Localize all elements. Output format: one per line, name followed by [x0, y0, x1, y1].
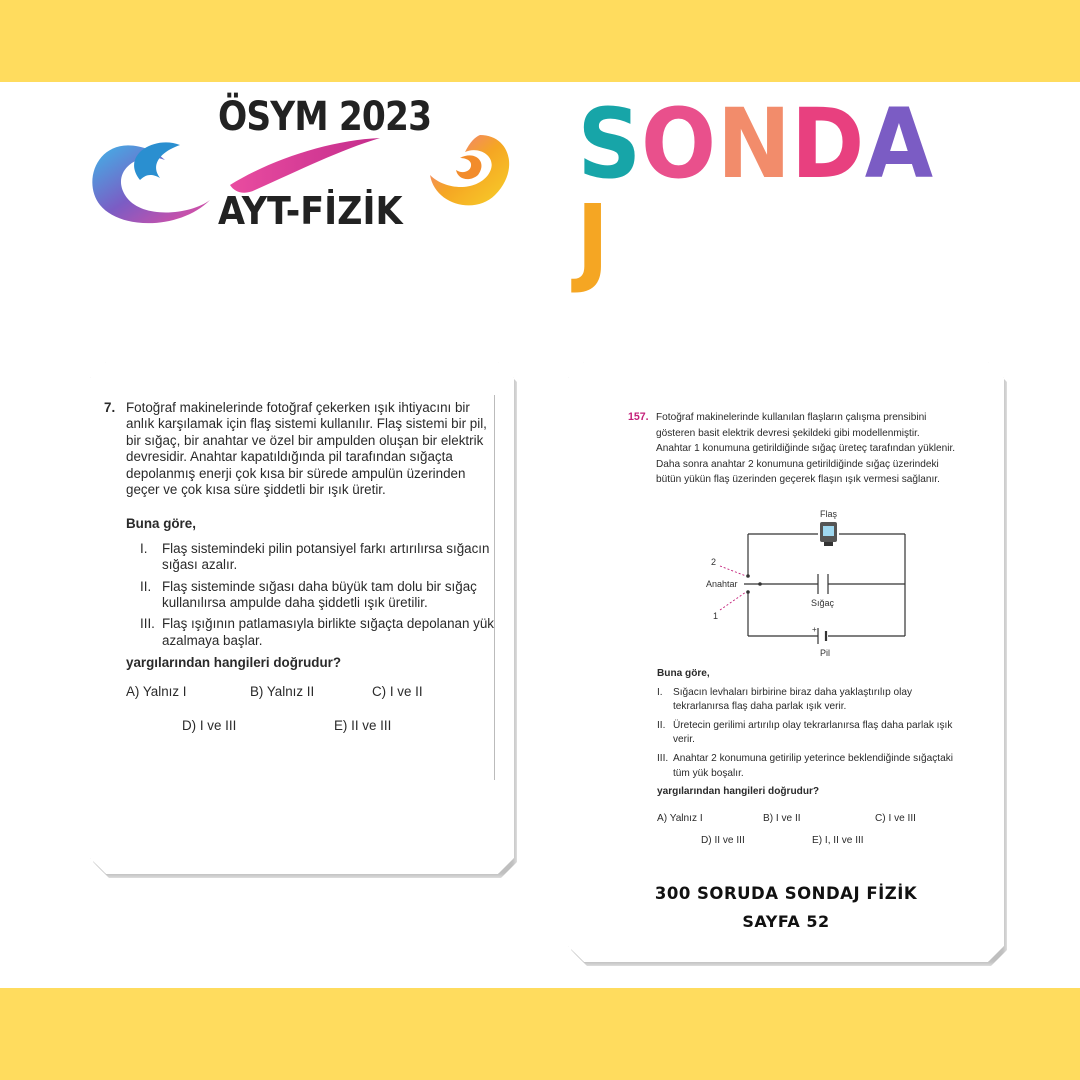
statement-item	[657, 719, 957, 748]
statement-item	[657, 752, 957, 781]
statement-numeral: III.	[657, 752, 669, 764]
statement-list	[140, 541, 496, 649]
answer-options	[657, 812, 957, 856]
switch-pos2-label: 2	[711, 557, 717, 567]
switch-label: Anahtar	[706, 579, 738, 589]
question-prompt: Buna göre,	[657, 668, 710, 679]
statement-text: Flaş sisteminde sığası daha büyük tam dolu bir sığaç kullanılırsa ampulde daha şiddetli ışık üretilir.	[162, 578, 477, 611]
top-yellow-band	[0, 0, 1080, 82]
statement-text: Flaş ışığının patlamasıyla birlikte sığaçta depolanan yük azalmaya başlar.	[162, 616, 494, 648]
statement-item	[657, 686, 957, 715]
question-stem: Fotoğraf makinelerinde kullanılan flaşların çalışma prensibini gösteren basit elektrik devresi şekildeki gibi modellenmiştir. Anahtar 1 konumuna getirildiğinde sığaç üreteç tarafından yüklenir. Daha sonra anahtar 2 konumuna getirildiğinde sığaç üzerindeki bütün yükün flaş üzerinden geçerek flaşın ışık vermesi sağlanır.	[656, 412, 956, 486]
sondaj-letter-j: J	[576, 184, 604, 296]
statement-numeral: III.	[140, 616, 155, 632]
battery-plus-label: +	[812, 625, 817, 634]
statement-item	[140, 616, 496, 649]
option-d[interactable]: D) I ve III	[182, 717, 237, 733]
option-c[interactable]: C) I ve III	[875, 812, 916, 824]
option-b[interactable]: B) Yalnız II	[250, 683, 315, 699]
option-a[interactable]: A) Yalnız I	[126, 683, 187, 699]
sondaj-letter-a: A	[864, 88, 928, 200]
statement-numeral: I.	[140, 540, 148, 556]
question-ask: yargılarından hangileri doğrudur?	[657, 786, 820, 798]
statement-item	[140, 541, 496, 574]
option-a[interactable]: A) Yalnız I	[657, 812, 703, 824]
question-number: 157.	[628, 411, 649, 423]
statement-numeral: II.	[140, 578, 152, 594]
sondaj-letter-d: D	[791, 88, 859, 200]
book-question	[628, 410, 956, 488]
exam-year-title: ÖSYM 2023	[218, 94, 432, 140]
sondaj-letter-s: S	[577, 88, 636, 200]
option-e[interactable]: E) II ve III	[334, 717, 392, 733]
option-c[interactable]: C) I ve II	[372, 683, 423, 699]
option-d[interactable]: D) II ve III	[701, 834, 745, 846]
sondaj-letter-n: N	[716, 88, 786, 200]
bottom-yellow-band	[0, 988, 1080, 1080]
exam-subject-title: AYT-FİZİK	[218, 189, 403, 233]
book-title: 300 SORUDA SONDAJ FİZİK	[654, 884, 918, 903]
flash-label: Flaş	[820, 509, 838, 519]
option-e[interactable]: E) I, II ve III	[812, 834, 864, 846]
statement-text: Üretecin gerilimi artırılıp olay tekrarlanırsa flaş daha parlak ışık verir.	[673, 719, 953, 746]
question-prompt: Buna göre,	[126, 516, 196, 532]
statement-text: Flaş sistemindeki pilin potansiyel farkı artırılırsa sığacın sığası azalır.	[162, 540, 490, 573]
switch-pos1-label: 1	[713, 611, 719, 621]
sondaj-logo	[575, 88, 950, 296]
option-b[interactable]: B) I ve II	[763, 812, 801, 824]
page-reference: SAYFA 52	[742, 912, 830, 931]
statement-list	[657, 686, 957, 782]
question-number: 7.	[104, 400, 116, 415]
capacitor-label: Sığaç	[811, 598, 835, 608]
book-question-statements	[657, 667, 957, 856]
statement-text: Sığacın levhaları birbirine biraz daha yaklaştırılıp olay tekrarlanırsa flaş daha parlak ışık verir.	[673, 686, 913, 713]
sondaj-letter-o: O	[641, 88, 711, 200]
statement-numeral: II.	[657, 719, 666, 731]
question-ask: yargılarından hangileri doğrudur?	[126, 655, 342, 671]
answer-options	[126, 684, 496, 744]
statement-numeral: I.	[657, 686, 663, 698]
exam-question	[104, 400, 496, 744]
question-stem: Fotoğraf makinelerinde fotoğraf çekerken ışık ihtiyacını bir anlık karşılamak için flaş sistemi kullanılır. Flaş sistemi bir pil, bir sığaç, bir anahtar ve özel bir ampulden oluşan bir elektrik devresidir. Anahtar kapatıldığında pil tarafından sığaçta depolanmış enerji çok kısa bir sürede ampulün üzerinden geçer ve çok kısa süre şiddetli bir ışık üretir.	[126, 400, 487, 498]
statement-item	[140, 579, 496, 612]
statement-text: Anahtar 2 konumuna getirilip yeterince beklendiğinde sığaçtaki tüm yük boşalır.	[673, 752, 953, 779]
battery-label: Pil	[820, 648, 831, 658]
